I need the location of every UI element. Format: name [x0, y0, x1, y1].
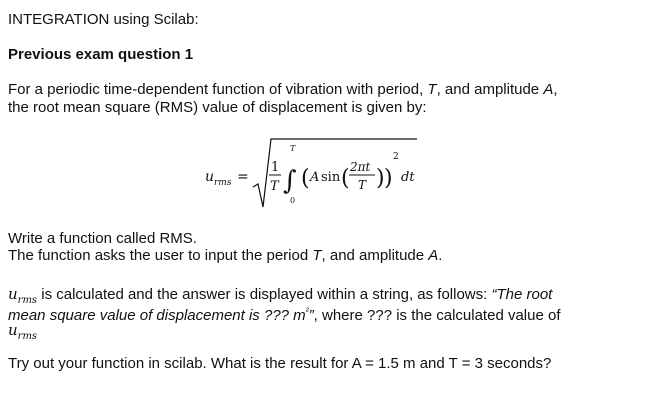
question-line — [8, 355, 551, 373]
quote-text-2: mean square value of displacement is ??? m — [8, 307, 306, 324]
task-text-2: The function asks the user to input the period — [8, 247, 313, 264]
amplitude-symbol: A — [543, 81, 554, 98]
intro-line-2 — [8, 99, 427, 117]
output-line-2 — [8, 302, 561, 325]
formula-rms-sub: rms — [214, 178, 232, 188]
task-text: Write a function called RMS. — [8, 230, 197, 247]
task-text-3: , and amplitude — [321, 247, 429, 264]
intro-text-3: the root mean square (RMS) value of displacement is given by: — [8, 99, 427, 116]
task-period-symbol: T — [312, 247, 322, 264]
urms-sub-2: rms — [17, 331, 38, 342]
heading-text: Previous exam question 1 — [8, 46, 194, 63]
integral-sign: ∫ — [283, 166, 297, 196]
urms-var-2: u — [8, 321, 18, 339]
intro-text-2: , and amplitude — [436, 81, 544, 98]
outer-close-paren: ) — [384, 166, 393, 191]
output-text: is calculated and the answer is displayed within a string, as follows: — [37, 286, 492, 303]
title-text: INTEGRATION using Scilab: — [8, 11, 199, 28]
question-text: Try out your function in scilab. What is the result for A = 1.5 m and T = 3 seconds? — [8, 355, 552, 372]
section-heading — [8, 46, 193, 64]
fraction-T: T — [270, 179, 279, 194]
inner-close-paren: ) — [376, 166, 385, 191]
quote-text-1: “The root — [491, 286, 553, 303]
page-title — [8, 11, 199, 29]
task-period: . — [438, 247, 443, 264]
inner-open-paren: ( — [341, 166, 350, 191]
intro-comma: , — [553, 81, 558, 98]
quote-superscript: ² — [305, 306, 309, 316]
output-text-2: , where ??? is the calculated value of — [313, 307, 561, 324]
task-amplitude-symbol: A — [428, 247, 439, 264]
rms-formula — [205, 135, 425, 215]
urms-sub: rms — [17, 295, 38, 306]
quote-close: ” — [308, 307, 314, 324]
formula-sin: sin — [321, 170, 341, 185]
lower-limit: 0 — [290, 196, 296, 205]
formula-u: u — [205, 169, 215, 185]
formula-dt: dt — [401, 170, 415, 185]
upper-limit: T — [290, 144, 296, 153]
intro-line-1 — [8, 81, 558, 99]
denominator-T: T — [358, 178, 367, 192]
intro-text: For a periodic time-dependent function of vibration with period, — [8, 81, 428, 98]
urms-var: u — [8, 285, 18, 303]
formula-exponent: 2 — [393, 152, 399, 162]
task-line-2 — [8, 247, 442, 265]
output-line-3 — [8, 321, 37, 346]
formula-A: A — [310, 170, 320, 185]
period-symbol: T — [427, 81, 437, 98]
numerator-2pit: 2πt — [350, 160, 371, 174]
task-line-1 — [8, 230, 197, 248]
outer-open-paren: ( — [301, 166, 310, 191]
formula-equals: = — [237, 169, 249, 185]
fraction-one: 1 — [271, 160, 280, 175]
